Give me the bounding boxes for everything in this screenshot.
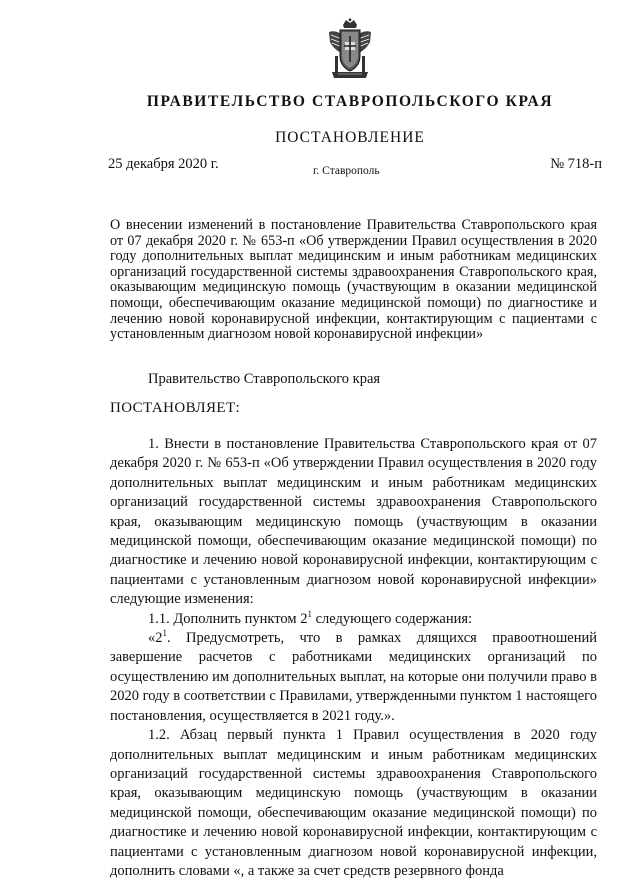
resolves-heading: ПОСТАНОВЛЯЕТ: [110, 400, 241, 416]
paragraph-1-1-text-a: 1.1. Дополнить пунктом 2 [148, 610, 308, 627]
paragraph-1-1-text-b: следующего содержания: [311, 610, 473, 627]
clause-text-a: «2 [148, 630, 163, 647]
government-title: ПРАВИТЕЛЬСТВО СТАВРОПОЛЬСКОГО КРАЯ [146, 93, 554, 110]
paragraph-inserted-clause [110, 629, 597, 726]
stavropol-coat-of-arms-icon [326, 18, 374, 80]
document-number: № 718-п [550, 156, 602, 172]
document-date: 25 декабря 2020 г. [108, 156, 219, 172]
superscript: 1 [307, 608, 312, 619]
document-body [110, 435, 597, 881]
paragraph-1-2: 1.2. Абзац первый пункта 1 Правил осуществления в 2020 году дополнительных выплат медицинским и иным работникам медицинских организаций государственной системы здравоохранения Ставропольского края, оказывающим медицинскую помощь (участвующим в оказании медицинской помощи, обеспечивающим оказание медицинской помощи) по диагностике и лечению новой коронавирусной инфекции, контактирующим с пациентами с установленным диагнозом новой коронавирусной инфекции, дополнить словами «, а также за счет средств резервного фонда [110, 727, 597, 879]
superscript: 1 [162, 628, 167, 639]
preamble: Правительство Ставропольского края [148, 371, 381, 387]
paragraph-1: 1. Внести в постановление Правительства Ставропольского края от 07 декабря 2020 г. № 653-п «Об утверждении Правил осуществления в 2020 году дополнительных выплат медицинским и иным работникам медицинских организаций государственной системы здравоохранения Ставропольского края, оказывающим медицинскую помощь (участвующим в оказании медицинской помощи, обеспечивающим оказание медицинской помощи) по диагностике и лечению новой коронавирусной инфекции, контактирующим с пациентами с установленным диагнозом новой коронавирусной инфекции» следующие изменения: [110, 436, 597, 608]
document-city: г. Ставрополь [313, 165, 380, 177]
clause-text-b: . Предусмотреть, что в рамках длящихся правоотношений завершение расчетов с работниками медицинских организаций по осуществлению им дополнительных выплат, на которые они получили право в 2020 году в соответствии с Правилами, утвержденными пунктом 1 настоящего постановления, осуществляется в 2021 году.». [110, 630, 597, 724]
paragraph-1-1 [110, 610, 597, 629]
document-subject: О внесении изменений в постановление Правительства Ставропольского края от 07 декабря 2020 г. № 653-п «Об утверждении Правил осуществления в 2020 году дополнительных выплат медицинским и иным работникам медицинских организаций государственной системы здравоохранения Ставропольского края, оказывающим медицинскую помощь (участвующим в оказании медицинской помощи, обеспечивающим оказание медицинской помощи) по диагностике и лечению новой коронавирусной инфекции, контактирующим с пациентами с установленным диагнозом новой коронавирусной инфекции» [110, 217, 597, 343]
document-type: ПОСТАНОВЛЕНИЕ [275, 129, 425, 146]
